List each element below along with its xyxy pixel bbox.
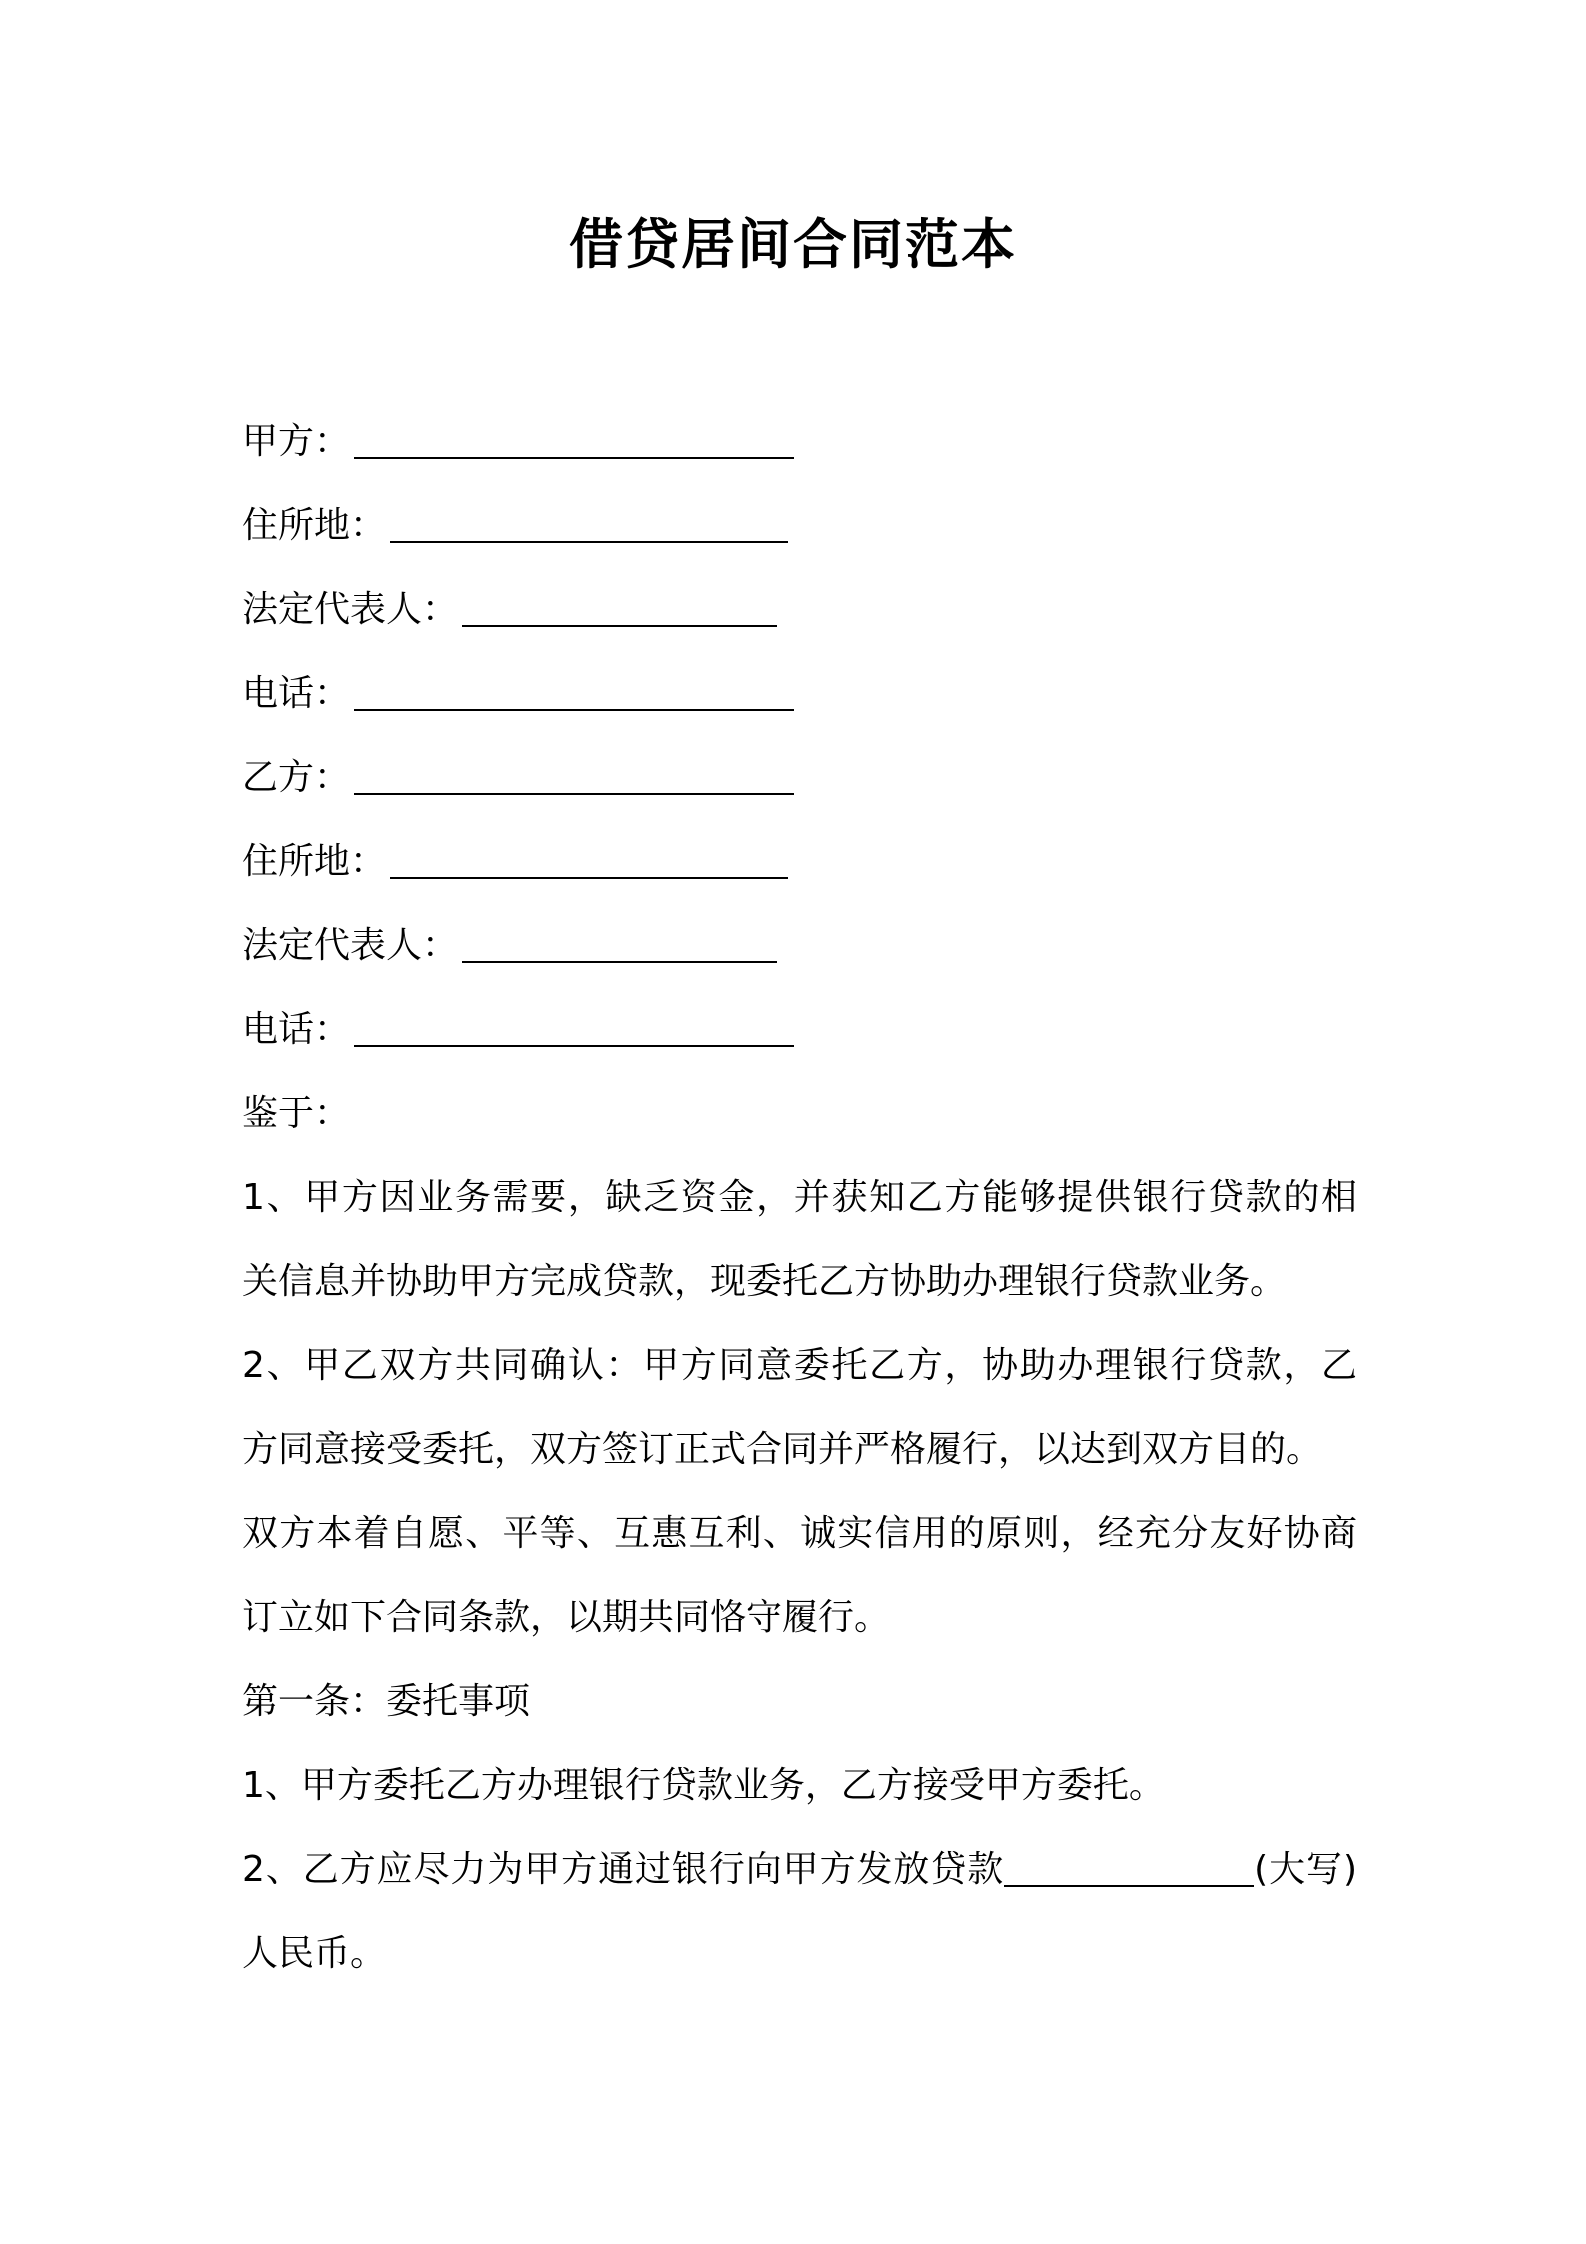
party-b-address-blank[interactable] [390,839,788,879]
article-1-item-2 [242,1828,1357,1996]
whereas-1-line-1: 1、甲方因业务需要，缺乏资金，并获知乙方能够提供银行贷款的相 [242,1177,1357,1218]
document-title: 借贷居间合同范本 [569,213,1017,276]
whereas-2-line-1: 2、甲乙双方共同确认：甲方同意委托乙方，协助办理银行贷款，乙 [242,1345,1357,1386]
party-b-name-label: 乙方： [242,757,351,798]
whereas-1-line-2: 关信息并协助甲方完成贷款，现委托乙方协助办理银行贷款业务。 [242,1261,1287,1302]
party-b-phone-row [242,988,1357,1072]
article-1-item-2-prefix: 2、乙方应尽力为甲方通过银行向甲方发放贷款 [242,1849,1005,1890]
article-1-item-1: 1、甲方委托乙方办理银行贷款业务，乙方接受甲方委托。 [242,1765,1165,1806]
principle-line-1: 双方本着自愿、平等、互惠互利、诚实信用的原则，经充分友好协商 [242,1513,1357,1554]
party-b-rep-row [242,904,1357,988]
party-a-address-label: 住所地： [242,505,387,546]
party-a-name-label: 甲方： [242,421,351,462]
party-a-name-row [242,400,1357,484]
principle-paragraph [242,1492,1357,1660]
party-a-address-blank[interactable] [390,503,788,543]
party-b-rep-label: 法定代表人： [242,925,459,966]
loan-amount-blank[interactable] [1004,1847,1254,1887]
party-b-name-row [242,736,1357,820]
party-a-phone-blank[interactable] [354,671,794,711]
party-a-address-row [242,484,1357,568]
document-body [242,400,1357,1996]
party-a-phone-row [242,652,1357,736]
principle-line-2: 订立如下合同条款，以期共同恪守履行。 [242,1597,891,1638]
party-a-rep-blank[interactable] [462,587,777,627]
party-a-name-blank[interactable] [354,419,794,459]
article-1-item-2-suffix: (大写) [1254,1849,1357,1890]
party-b-phone-blank[interactable] [354,1007,794,1047]
party-a-rep-row [242,568,1357,652]
whereas-clause-1 [242,1156,1357,1324]
party-b-phone-label: 电话： [242,1009,351,1050]
party-a-phone-label: 电话： [242,673,351,714]
article-1-title: 第一条：委托事项 [242,1681,531,1722]
article-1-item-2-line-1 [242,1828,1357,1912]
whereas-clause-2 [242,1324,1357,1492]
article-1-item-2-line-2: 人民币。 [242,1933,387,1974]
whereas-2-line-2: 方同意接受委托，双方签订正式合同并严格履行，以达到双方目的。 [242,1429,1323,1470]
whereas-label: 鉴于： [242,1093,351,1134]
party-b-rep-blank[interactable] [462,923,777,963]
party-b-name-blank[interactable] [354,755,794,795]
party-b-address-label: 住所地： [242,841,387,882]
party-b-address-row [242,820,1357,904]
party-a-rep-label: 法定代表人： [242,589,459,630]
